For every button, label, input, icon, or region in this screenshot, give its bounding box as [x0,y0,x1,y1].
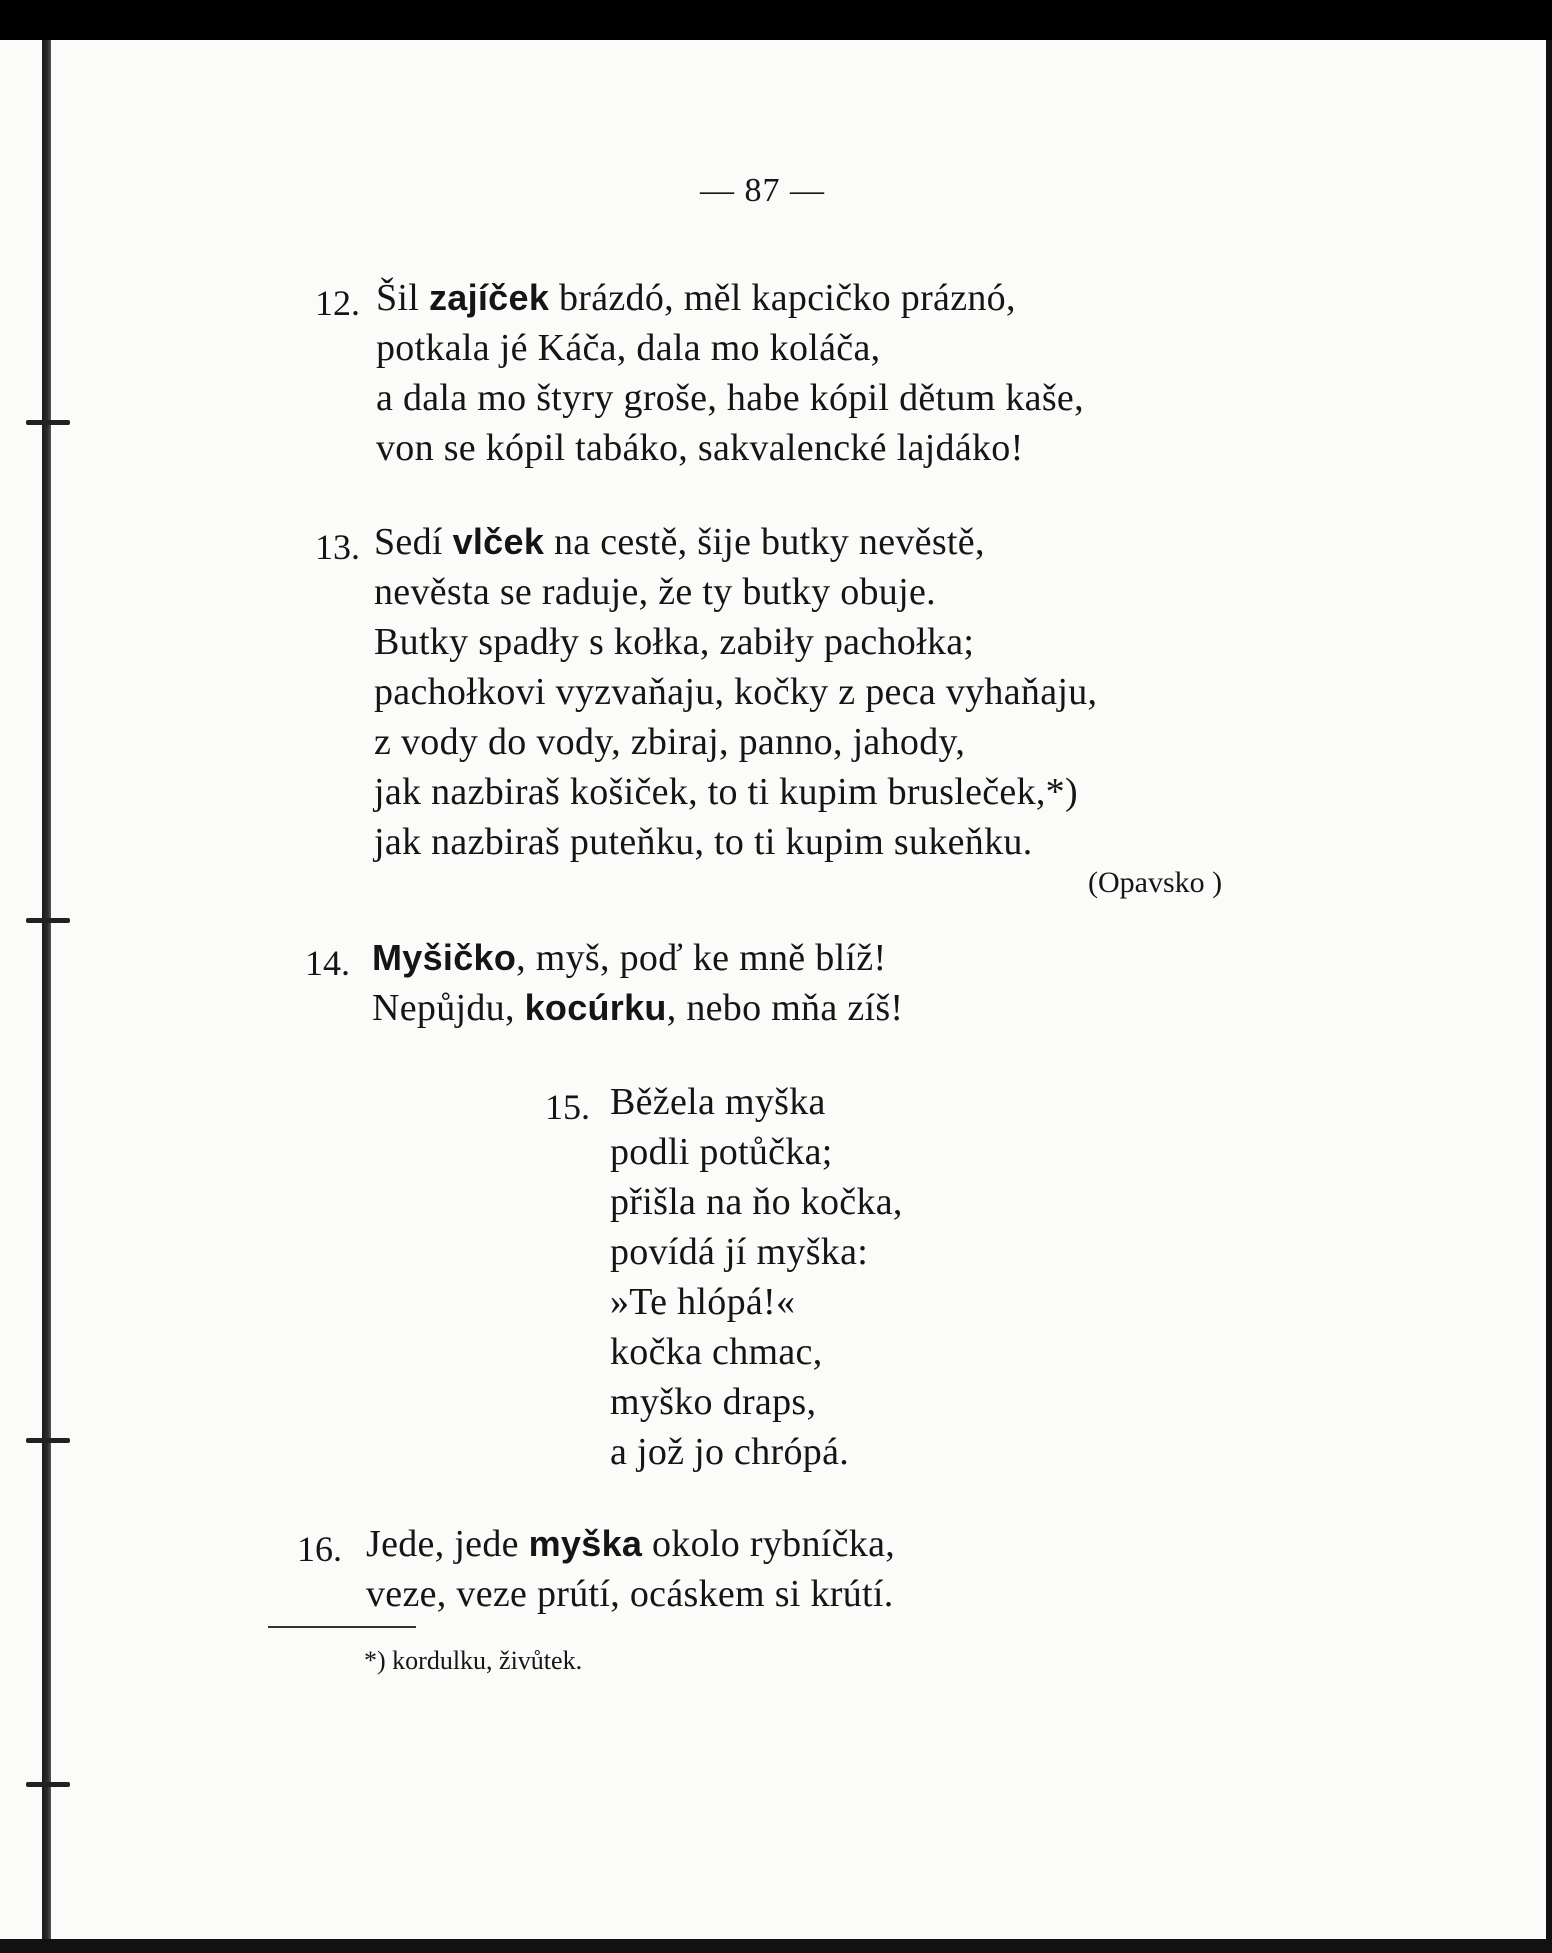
stanza-15-line [610,1330,823,1374]
stanza-number-16: 16. [297,1529,342,1569]
stanza-13-line [374,670,1097,714]
verse-text: jak nazbiraš puteňku, to ti kupim sukeňku. [374,821,1033,863]
stanza-12-line [376,376,1084,420]
verse-text: na cestě, šije butky nevěstě, [544,521,985,563]
verse-text: brázdó, měl kapcičko práznó, [549,277,1016,319]
verse-text: veze, veze prútí, ocáskem si krútí. [366,1573,894,1615]
bold-word: myška [528,1523,643,1564]
source-note: (Opavsko ) [1088,866,1223,899]
verse-text: nevěsta se raduje, že ty butky obuje. [374,571,936,613]
verse-text: Butky spadły s kołka, zabiły pachołka; [374,621,975,663]
stanza-number-13: 13. [315,527,360,567]
page-right-edge [1546,40,1552,1953]
stanza-13-line [374,820,1033,864]
verse-text: a jož jo chrópá. [610,1431,850,1473]
verse-text: Sedí [374,521,453,563]
verse-text: Jede, jede [366,1523,529,1565]
verse-text: potkala jé Káča, dala mo koláča, [376,327,881,369]
binding-notch [26,1782,70,1787]
verse-text: »Te hlópá!« [610,1281,796,1323]
stanza-15-line [610,1380,816,1424]
stanza-15-line [610,1080,826,1124]
stanza-number-15: 15. [545,1087,590,1127]
stanza-15-line [610,1130,833,1174]
verse-text: podli potůčka; [610,1131,833,1173]
verse-text: myško draps, [610,1381,817,1423]
bold-word: zajíček [428,277,550,318]
stanza-13-line [374,620,974,664]
binding-notch [26,1438,70,1443]
verse-text: jak nazbiraš košiček, to ti kupim brusleček,*) [374,771,1078,813]
verse-text: kočka chmac, [610,1331,823,1373]
stanza-12-line [376,276,1016,320]
page-bottom-edge [0,1939,1552,1953]
verse-text: Šil [376,277,429,319]
verse-text: von se kópil tabáko, sakvalencké lajdáko! [376,427,1024,469]
verse-text: Nepůjdu, [372,987,525,1029]
verse-text: z vody do vody, zbiraj, panno, jahody, [374,721,966,763]
bold-word: kocúrku [524,987,667,1028]
stanza-15-line [610,1180,903,1224]
stanza-13-line [374,520,985,564]
verse-text: Běžela myška [610,1081,826,1123]
binding-notch [26,420,70,425]
stanza-16-line [366,1572,894,1616]
bold-word: vlček [452,521,545,562]
page-number: — 87 — [700,172,825,209]
stanza-number-12: 12. [315,283,360,323]
stanza-13-line [374,720,965,764]
stanza-16-line [366,1522,895,1566]
book-page [0,40,1552,1953]
stanza-12-line [376,326,880,370]
verse-text: přišla na ňo kočka, [610,1181,903,1223]
stanza-14-line [372,986,903,1030]
stanza-15-line [610,1430,849,1474]
bold-word: Myšičko [372,937,517,978]
verse-text: a dala mo štyry groše, habe kópil dětum kaše, [376,377,1084,419]
binding-edge [42,40,51,1953]
stanza-number-14: 14. [305,943,350,983]
footnote: *) kordulku, živůtek. [364,1646,583,1675]
verse-text: , myš, poď ke mně blíž! [516,937,887,979]
verse-text: povídá jí myška: [610,1231,869,1273]
footnote-rule [268,1626,416,1628]
verse-text: pachołkovi vyzvaňaju, kočky z peca vyhaňaju, [374,671,1098,713]
binding-notch [26,918,70,923]
verse-text: okolo rybníčka, [642,1523,896,1565]
stanza-13-line [374,570,936,614]
verse-text: , nebo mňa zíš! [666,987,904,1029]
stanza-14-line [372,936,886,980]
stanza-15-line [610,1230,868,1274]
stanza-12-line [376,426,1024,470]
stanza-15-line [610,1280,795,1324]
stanza-13-line [374,770,1078,814]
